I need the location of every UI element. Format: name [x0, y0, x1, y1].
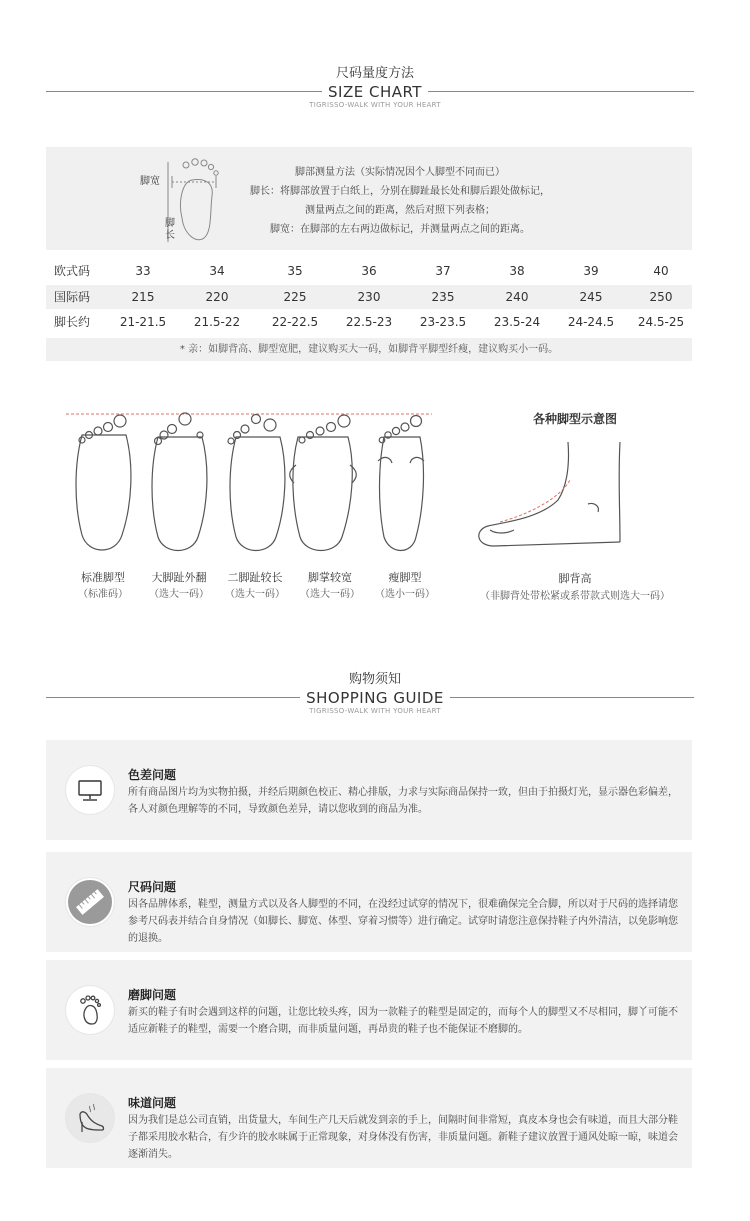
foot-type-sub: （标准码） [78, 589, 128, 600]
size-cell: 38 [509, 264, 525, 278]
ruler-icon [66, 878, 114, 926]
foot-type-label: 大脚趾外翻 [151, 571, 207, 584]
row-label: 国际码 [54, 290, 91, 304]
instep-illustration [470, 438, 650, 558]
foot-type-label: 二脚趾较长 [227, 571, 283, 584]
guide-card-title: 尺码问题 [128, 880, 177, 894]
instep-sub: （非脚背处带松紧或系带款式则选大一码） [480, 591, 670, 602]
size-row-intl [46, 285, 692, 309]
size-cell: 250 [649, 290, 673, 304]
guide-card-title: 磨脚问题 [128, 988, 177, 1002]
size-cell: 34 [209, 264, 225, 278]
foot-type-sub: （选小一码） [375, 589, 435, 600]
size-chart-title-cn: 尺码量度方法 [335, 66, 414, 81]
shopping-guide-title-cn: 购物须知 [348, 672, 401, 687]
guide-card-body: 所有商品图片均为实物拍摄，并经后期颜色校正、精心排版，力求与实际商品保持一致，但由于拍摄灯光，显示器色彩偏差，各人对颜色理解等的不同，导致颜色差异，请以您收到的商品为准。 [128, 787, 678, 815]
footprint-icon [66, 986, 114, 1034]
shopping-guide-header [0, 672, 750, 716]
foot-type-label: 标准脚型 [81, 571, 125, 584]
size-cell: 245 [579, 290, 603, 304]
size-cell: 22.5-23 [345, 315, 393, 329]
foot-types-side-title: 各种脚型示意图 [532, 412, 617, 426]
size-cell: 40 [653, 264, 669, 278]
size-cell: 235 [431, 290, 455, 304]
monitor-icon [66, 766, 114, 814]
foot-type-label: 脚掌较宽 [308, 571, 352, 584]
foot-types-illustration [60, 405, 440, 560]
foot-type-label: 瘦脚型 [388, 571, 422, 584]
measure-intro-text [200, 163, 600, 239]
diagram-length-label: 脚长 [165, 218, 175, 241]
foot-type-sub: （选大一码） [300, 589, 360, 600]
shopping-guide-tagline: TIGRISSO-WALK WITH YOUR HEART [309, 707, 441, 715]
row-label: 欧式码 [54, 264, 91, 278]
size-chart-tagline: TIGRISSO-WALK WITH YOUR HEART [309, 101, 441, 109]
shopping-guide-title-en: SHOPPING GUIDE [300, 689, 450, 707]
row-label: 脚长约 [54, 315, 91, 329]
guide-card-color [46, 740, 692, 840]
foot-type-sub: （选大一码） [149, 589, 209, 600]
size-cell: 37 [435, 264, 451, 278]
size-cell: 33 [135, 264, 151, 278]
size-cell: 36 [361, 264, 377, 278]
size-cell: 21.5-22 [193, 315, 241, 329]
size-cell: 215 [131, 290, 155, 304]
size-cell: 23-23.5 [419, 315, 467, 329]
instep-label: 脚背高 [558, 572, 592, 585]
guide-card-title: 色差问题 [128, 768, 177, 782]
size-cell: 23.5-24 [493, 315, 541, 329]
size-note: * 亲：如脚背高、脚型宽肥，建议购买大一码，如脚背平脚型纤瘦，建议购买小一码。 [46, 338, 692, 361]
size-cell: 22-22.5 [271, 315, 319, 329]
size-chart-header [0, 66, 750, 110]
size-row-length [46, 310, 692, 334]
size-cell: 240 [505, 290, 529, 304]
intro-line: 测量两点之间的距离，然后对照下列表格； [305, 205, 495, 216]
intro-line: 脚部测量方法（实际情况因个人脚型不同而已） [295, 167, 505, 178]
guide-card-odor [46, 1068, 692, 1168]
guide-card-chafing [46, 960, 692, 1060]
size-chart-title-en: SIZE CHART [322, 83, 428, 101]
intro-line: 脚宽：在脚部的左右两边做标记，并测量两点之间的距离。 [270, 224, 530, 235]
size-cell: 225 [283, 290, 307, 304]
guide-card-body: 因为我们是总公司直销，出货量大，车间生产几天后就发到亲的手上，间隔时间非常短，真皮本身也会有味道，而且大部分鞋子都采用胶水粘合，有少许的胶水味属于正常现象，对身体没有伤害，非质量问题。新鞋子建议放置于通风处晾一晾，味道会逐渐消失。 [128, 1115, 678, 1160]
foot-type-sub: （选大一码） [225, 589, 285, 600]
guide-card-body: 因各品牌体系，鞋型，测量方式以及各人脚型的不同，在没经过试穿的情况下，很难确保完全合脚，所以对于尺码的选择请您参考尺码表并结合自身情况（如脚长、脚宽、体型、穿着习惯等）进行确定。试穿时请您注意保持鞋子内外清洁，以免影响您的退换。 [128, 899, 678, 944]
size-cell: 24-24.5 [567, 315, 615, 329]
size-cell: 35 [287, 264, 303, 278]
guide-card-body: 新买的鞋子有时会遇到这样的问题，让您比较头疼，因为一款鞋子的鞋型是固定的，而每个人的脚型又不尽相同，脚丫可能不适应新鞋子的鞋型，需要一个磨合期，而非质量问题，再昂贵的鞋子也不能保证不磨脚的。 [128, 1007, 678, 1035]
size-cell: 220 [205, 290, 229, 304]
intro-line: 脚长：将脚部放置于白纸上，分别在脚趾最长处和脚后跟处做标记， [250, 186, 550, 197]
high-heel-icon [66, 1094, 114, 1142]
size-cell: 230 [357, 290, 381, 304]
size-cell: 39 [583, 264, 599, 278]
size-cell: 21-21.5 [119, 315, 167, 329]
guide-card-size [46, 852, 692, 952]
size-row-eu [46, 259, 692, 283]
diagram-width-label: 脚宽 [140, 176, 160, 187]
guide-card-title: 味道问题 [128, 1096, 177, 1110]
size-cell: 24.5-25 [637, 315, 685, 329]
